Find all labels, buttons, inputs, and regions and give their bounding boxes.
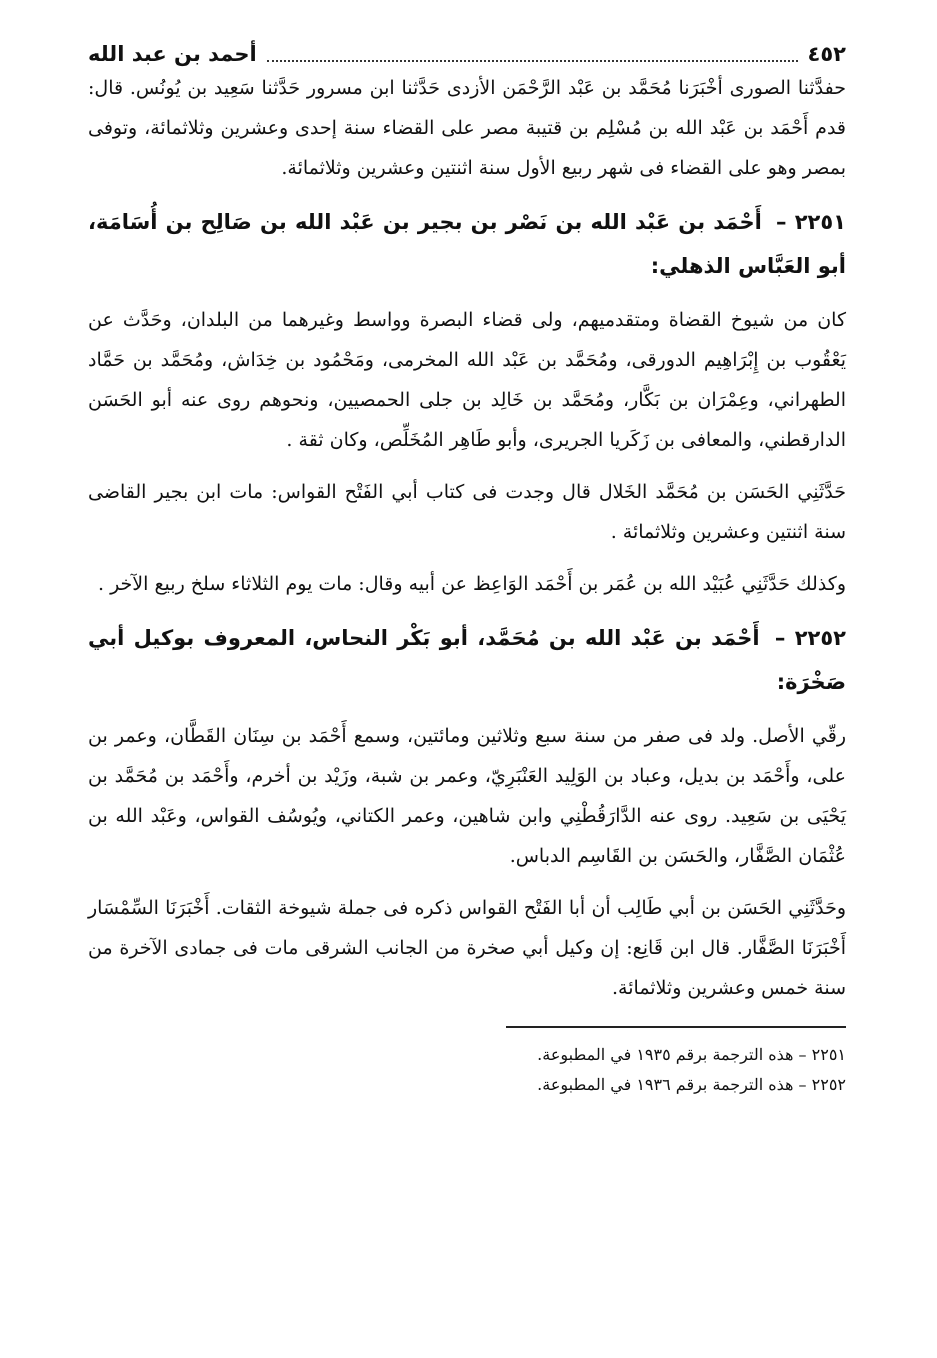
entry-title: أَحْمَد بن عَبْد الله بن نَصْر بن بجير بن عَبْد الله بن صَالِح بن أُسَامَة، أبو العَبَّاس الذهلي: [88, 210, 846, 278]
paragraph-biography: رقّي الأصل. ولد فى صفر من سنة سبع وثلاثين ومائتين، وسمع أَحْمَد بن سِنَان القَطَّان، وعمر بن على، وأَحْمَد بن بديل، وعباد بن الوَلِيد العَنْبَرِيّ، وعمر بن شبة، وزَيْد بن أخرم، وأَحْمَد بن مُحَمَّد بن يَحْيَى بن سَعِيد. روى عنه الدَّارَقُطْنِي وابن شاهين، وعمر الكتاني، ويُوسُف القواس، وعَبْد الله بن عُثْمَان الصَّفَّار، والحَسَن بن القَاسِم الدباس. [88, 725, 846, 867]
paragraph-narration: حَدَّثَنِي الحَسَن بن مُحَمَّد الخَلال قال وجدت فى كتاب أبي الفَتْح القواس: مات ابن بجير القاضى سنة اثنتين وعشرين وثلاثمائة . [88, 481, 846, 543]
book-page [88, 28, 846, 1338]
footnote: ٢٢٥٢ – هذه الترجمة برقم ١٩٣٦ في المطبوعة. [537, 1075, 846, 1094]
running-head [88, 28, 846, 68]
paragraph-continuation: حفدَّثنا الصورى أخْبَرَنا مُحَمَّد بن عَبْد الرَّحْمَن الأزدى حَدَّثنا ابن مسرور حَدَّثنا سَعِيد بن يُونُس. قال: قدم أَحْمَد بن عَبْد الله بن مُسْلِم بن قتيبة مصر على القضاء سنة إحدى وعشرين وثلاثمائة، وتوفى بمصر وهو على القضاء فى شهر ربيع الأول سنة اثنتين وعشرين وثلاثمائة. [88, 77, 847, 179]
entry-number: ٢٢٥٢ – [774, 626, 846, 650]
entry-heading-2252 [88, 616, 846, 704]
entry-title: أَحْمَد بن عَبْد الله بن مُحَمَّد، أبو بَكْر النحاس، المعروف بوكيل أبي صَخْرَة: [88, 626, 846, 694]
footnote: ٢٢٥١ – هذه الترجمة برقم ١٩٣٥ في المطبوعة. [537, 1045, 846, 1064]
paragraph-biography: كان من شيوخ القضاة ومتقدميهم، ولى قضاء البصرة وواسط وغيرهما من البلدان، وحَدَّث عن يَعْقُوب بن إِبْرَاهِيم الدورقى، ومُحَمَّد بن عَبْد الله المخرمى، ومَحْمُود بن خِدَاش، ومُحَمَّد بن حَمَّاد الطهراني، وعِمْرَان بن بَكَّار، ومُحَمَّد بن خَالِد بن جلى الحمصيين، ونحوهم روى عنه أبو الحَسَن الدارقطني، والمعافى بن زَكَريا الجريرى، وأبو طَاهِر المُخَلِّص، وكان ثقة . [88, 309, 846, 451]
page-number: ٤٥٢ [807, 42, 846, 66]
entry-number: ٢٢٥١ – [776, 210, 847, 234]
dotted-leader [267, 60, 798, 62]
entry-heading-2251 [88, 200, 846, 288]
running-title: أحمد بن عبد الله [88, 42, 257, 66]
footnote-divider [506, 1026, 846, 1028]
paragraph-narration: وحَدَّثَنِي الحَسَن بن أبي طَالِب أن أبا الفَتْح القواس ذكره فى جملة شيوخة الثقات. أَخْبَرَنَا السِّمْسَار أَخْبَرَنَا الصَّفَّار. قال ابن قَانِع: إن وكيل أبي صخرة من الجانب الشرقى مات فى جمادى الآخرة من سنة خمس وعشرين وثلاثمائة. [88, 897, 846, 999]
paragraph-narration: وكذلك حَدَّثَنِي عُبَيْد الله بن عُمَر بن أَحْمَد الوَاعِظ عن أبيه وقال: مات يوم الثلاثاء سلخ ربيع الآخر . [97, 573, 846, 595]
